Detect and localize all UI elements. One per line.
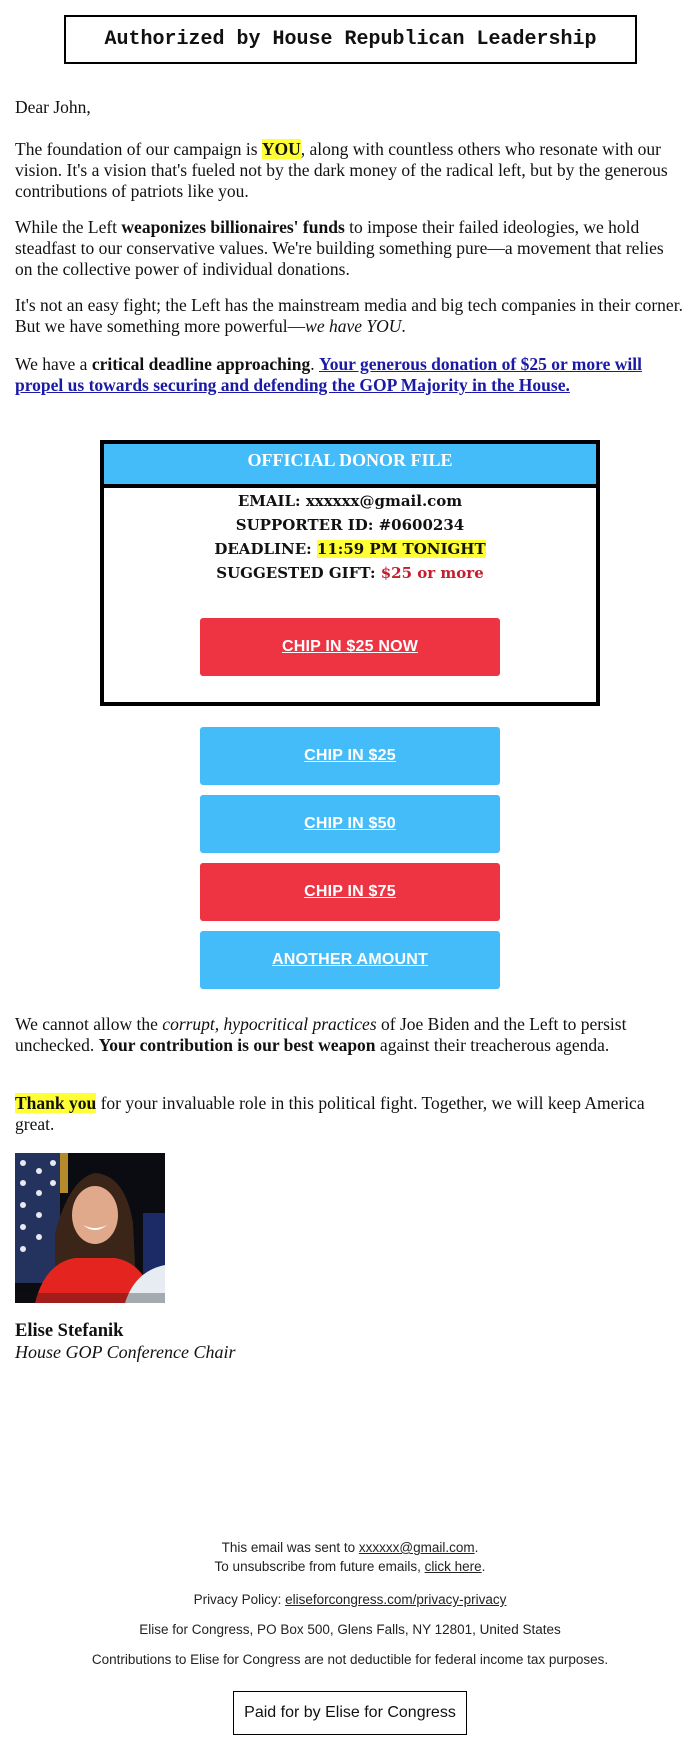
paragraph-2: While the Left weaponizes billionaires' funds to impose their failed ideologies, we hold steadfast to our conservative values. We're building something pure—a movement that relies on the collective power of individual donations. [15, 217, 664, 279]
paragraph-3: It's not an easy fight; the Left has the mainstream media and big tech companies in their corner. But we have something more powerful—we have YOU. [15, 295, 683, 336]
unsubscribe-link[interactable]: click here [424, 1559, 482, 1574]
donor-email: EMAIL: xxxxxx@gmail.com [237, 492, 463, 510]
another-amount-button[interactable]: ANOTHER AMOUNT [200, 931, 500, 989]
footer-address: Elise for Congress, PO Box 500, Glens Falls, NY 12801, United States [139, 1622, 561, 1637]
chip-in-75-button[interactable]: CHIP IN $75 [200, 863, 500, 921]
paragraph-1: The foundation of our campaign is YOU, along with countless others who resonate with our vision. It's a vision that's fueled not by the dark money of the radical left, but by the generous contributions of patriots like you. [15, 139, 668, 201]
paragraph-4: We have a critical deadline approaching. Your generous donation of $25 or more will propel us towards securing and defending the GOP Majority in the House. [15, 354, 642, 395]
footer-privacy: Privacy Policy: eliseforcongress.com/privacy-privacy [193, 1592, 507, 1607]
signer-title: House GOP Conference Chair [15, 1342, 236, 1362]
donor-deadline: DEADLINE: 11:59 PM TONIGHT [214, 540, 486, 558]
footer-unsubscribe: To unsubscribe from future emails, click here. [214, 1559, 486, 1574]
authorized-text: Authorized by House Republican Leadership [104, 28, 597, 51]
signer-name: Elise Stefanik [15, 1321, 124, 1341]
paragraph-5: We cannot allow the corrupt, hypocritical practices of Joe Biden and the Left to persist unchecked. Your contribution is our best weapon against their treacherous agenda. [15, 1014, 627, 1055]
authorized-by-banner [64, 15, 637, 64]
portrait-image-icon [15, 1153, 165, 1303]
highlight-you: YOU [261, 139, 301, 159]
paid-for-text: Paid for by Elise for Congress [244, 1704, 456, 1721]
donor-file-title: OFFICIAL DONOR FILE [104, 444, 596, 488]
privacy-policy-link[interactable]: eliseforcongress.com/privacy-privacy [285, 1592, 507, 1607]
chip-in-50-button[interactable]: CHIP IN $50 [200, 795, 500, 853]
footer-email-link[interactable]: xxxxxx@gmail.com [358, 1540, 475, 1555]
greeting: Dear John, [15, 97, 91, 117]
donation-link[interactable]: Your generous donation of $25 or more will propel us towards securing and defending the GOP Majority in the House. [15, 354, 642, 395]
chip-in-25-button[interactable]: CHIP IN $25 [200, 727, 500, 785]
chip-in-25-now-button[interactable]: CHIP IN $25 NOW [200, 618, 500, 676]
signer-photo [15, 1153, 165, 1303]
footer-sent-to: This email was sent to xxxxxx@gmail.com. [221, 1540, 479, 1555]
donor-suggested-gift: SUGGESTED GIFT: $25 or more [216, 564, 484, 582]
highlight-thank-you: Thank you [15, 1093, 97, 1113]
donor-supporter-id: SUPPORTER ID: #0600234 [235, 516, 465, 534]
paid-for-by-box [233, 1691, 467, 1735]
paragraph-6: Thank you for your invaluable role in this political fight. Together, we will keep America great. [15, 1093, 645, 1134]
footer-disclaimer: Contributions to Elise for Congress are not deductible for federal income tax purposes. [91, 1652, 609, 1667]
